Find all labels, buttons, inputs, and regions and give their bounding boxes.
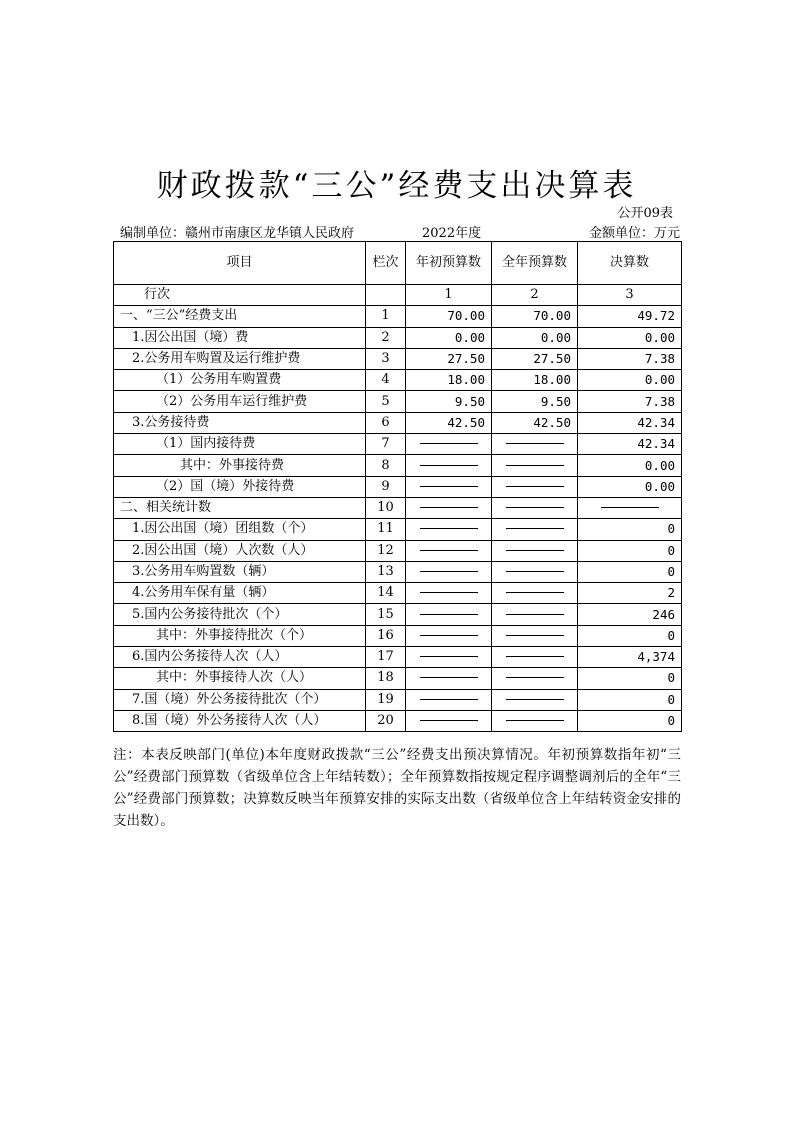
table-row: [114, 710, 682, 731]
row-initial-budget: [406, 561, 492, 582]
table-row: [114, 583, 682, 604]
not-applicable-dash: [506, 571, 564, 572]
row-initial-budget: [406, 540, 492, 561]
footnote: 注：本表反映部门(单位)本年度财政拨款“三公”经费支出预决算情况。年初预算数指年初“三公”经费部门预算数（省级单位含上年结转数）；全年预算数指按规定程序调整调剂后的全年“三公”经费部门预算数；决算数反映当年预算安排的实际支出数（省级单位含上年结转资金安排的支出数）。: [113, 747, 681, 829]
row-initial-budget: [406, 647, 492, 668]
header-initial-budget: 年初预算数: [406, 242, 492, 285]
row-initial-budget: 18.00: [406, 370, 492, 391]
row-item-label: 1.因公出国（境）费: [114, 327, 366, 348]
compiling-unit: 编制单位：赣州市南康区龙华镇人民政府: [120, 226, 355, 241]
table-row: [114, 689, 682, 710]
row-item-label: 6.国内公务接待人次（人）: [114, 647, 366, 668]
row-initial-budget: 42.50: [406, 412, 492, 433]
row-final-account: 0: [578, 519, 682, 540]
table-row: [114, 370, 682, 391]
not-applicable-dash: [420, 507, 478, 508]
row-col-no: 12: [366, 540, 406, 561]
row-col-no: 9: [366, 476, 406, 497]
table-row: [114, 434, 682, 455]
row-item-label: 3.公务接待费: [114, 412, 366, 433]
not-applicable-dash: [506, 443, 564, 444]
expenditure-table: [113, 241, 682, 732]
not-applicable-dash: [506, 677, 564, 678]
row-item-label: 其中：外事接待人次（人）: [114, 668, 366, 689]
row-initial-budget: 0.00: [406, 327, 492, 348]
not-applicable-dash: [420, 528, 478, 529]
row-item-label: 其中：外事接待批次（个）: [114, 625, 366, 646]
table-row: [114, 391, 682, 412]
row-initial-budget: 9.50: [406, 391, 492, 412]
row-final-account: 0.00: [578, 327, 682, 348]
row-full-year-budget: [492, 519, 578, 540]
row-col-no: 20: [366, 710, 406, 731]
not-applicable-dash: [506, 720, 564, 721]
not-applicable-dash: [420, 635, 478, 636]
table-row: [114, 327, 682, 348]
row-item-label: 8.国（境）外公务接待人次（人）: [114, 710, 366, 731]
table-row: [114, 497, 682, 518]
row-final-account: 0.00: [578, 370, 682, 391]
table-row: [114, 455, 682, 476]
row-col-no: 19: [366, 689, 406, 710]
not-applicable-dash: [506, 507, 564, 508]
row-final-account: 246: [578, 604, 682, 625]
row-item-label: 2.因公出国（境）人次数（人）: [114, 540, 366, 561]
row-final-account: [578, 497, 682, 518]
row-final-account: 0: [578, 689, 682, 710]
row-final-account: 0: [578, 561, 682, 582]
row-full-year-budget: 27.50: [492, 348, 578, 369]
row-final-account: 7.38: [578, 348, 682, 369]
row-item-label: 二、相关统计数: [114, 497, 366, 518]
row-item-label: 3.公务用车购置数（辆）: [114, 561, 366, 582]
table-row: [114, 519, 682, 540]
row-initial-budget: [406, 668, 492, 689]
table-row: [114, 348, 682, 369]
not-applicable-dash: [506, 699, 564, 700]
row-item-label: 1.因公出国（境）团组数（个）: [114, 519, 366, 540]
row-final-account: 0: [578, 540, 682, 561]
row-col-no: 3: [366, 348, 406, 369]
row-col-no: 7: [366, 434, 406, 455]
fiscal-year: 2022年度: [422, 226, 482, 241]
row-full-year-budget: [492, 583, 578, 604]
row-col-no: 13: [366, 561, 406, 582]
row-full-year-budget: [492, 455, 578, 476]
table-row: [114, 306, 682, 327]
row-col-no: 6: [366, 412, 406, 433]
row-full-year-budget: 2: [492, 285, 578, 306]
page-title: 财政拨款“三公”经费支出决算表: [156, 168, 637, 204]
not-applicable-dash: [506, 465, 564, 466]
row-item-label: 5.国内公务接待批次（个）: [114, 604, 366, 625]
row-col-no: 16: [366, 625, 406, 646]
row-full-year-budget: [492, 561, 578, 582]
header-full-year-budget: 全年预算数: [492, 242, 578, 285]
row-full-year-budget: [492, 604, 578, 625]
row-col-no: [366, 285, 406, 306]
row-item-label: （2）国（境）外接待费: [114, 476, 366, 497]
row-initial-budget: [406, 455, 492, 476]
row-full-year-budget: 9.50: [492, 391, 578, 412]
row-col-no: 1: [366, 306, 406, 327]
not-applicable-dash: [420, 592, 478, 593]
row-final-account: 49.72: [578, 306, 682, 327]
row-item-label: （1）国内接待费: [114, 434, 366, 455]
row-full-year-budget: [492, 497, 578, 518]
not-applicable-dash: [506, 635, 564, 636]
row-item-label: 一、“三公”经费支出: [114, 306, 366, 327]
row-item-label: 行次: [114, 285, 366, 306]
table-header-row: [114, 242, 682, 285]
row-final-account: 0.00: [578, 476, 682, 497]
row-initial-budget: 27.50: [406, 348, 492, 369]
row-full-year-budget: [492, 647, 578, 668]
row-full-year-budget: [492, 476, 578, 497]
row-initial-budget: 1: [406, 285, 492, 306]
row-final-account: 3: [578, 285, 682, 306]
table-code: 公开09表: [617, 206, 673, 221]
table-row: [114, 625, 682, 646]
not-applicable-dash: [420, 677, 478, 678]
not-applicable-dash: [506, 656, 564, 657]
row-item-label: （1）公务用车购置费: [114, 370, 366, 391]
row-full-year-budget: [492, 625, 578, 646]
row-col-no: 10: [366, 497, 406, 518]
row-final-account: 0: [578, 710, 682, 731]
table-row: [114, 476, 682, 497]
row-initial-budget: [406, 434, 492, 455]
row-col-no: 17: [366, 647, 406, 668]
row-initial-budget: 70.00: [406, 306, 492, 327]
not-applicable-dash: [420, 571, 478, 572]
not-applicable-dash: [506, 592, 564, 593]
row-item-label: 7.国（境）外公务接待批次（个）: [114, 689, 366, 710]
row-full-year-budget: [492, 668, 578, 689]
row-final-account: 7.38: [578, 391, 682, 412]
row-full-year-budget: [492, 434, 578, 455]
row-item-label: 4.公务用车保有量（辆）: [114, 583, 366, 604]
row-final-account: 0: [578, 668, 682, 689]
meta-row: [113, 222, 680, 240]
header-col-no: 栏次: [366, 242, 406, 285]
row-final-account: 0.00: [578, 455, 682, 476]
row-initial-budget: [406, 604, 492, 625]
row-initial-budget: [406, 519, 492, 540]
row-initial-budget: [406, 710, 492, 731]
row-col-no: 15: [366, 604, 406, 625]
not-applicable-dash: [420, 656, 478, 657]
table-row: [114, 668, 682, 689]
not-applicable-dash: [601, 507, 659, 508]
not-applicable-dash: [506, 486, 564, 487]
table-row: [114, 604, 682, 625]
table-row: [114, 412, 682, 433]
row-full-year-budget: [492, 689, 578, 710]
row-full-year-budget: 18.00: [492, 370, 578, 391]
not-applicable-dash: [420, 465, 478, 466]
row-full-year-budget: 42.50: [492, 412, 578, 433]
not-applicable-dash: [420, 614, 478, 615]
row-initial-budget: [406, 625, 492, 646]
row-full-year-budget: [492, 540, 578, 561]
row-col-no: 11: [366, 519, 406, 540]
row-col-no: 14: [366, 583, 406, 604]
row-final-account: 42.34: [578, 412, 682, 433]
not-applicable-dash: [420, 550, 478, 551]
row-item-label: 2.公务用车购置及运行维护费: [114, 348, 366, 369]
table-row: [114, 540, 682, 561]
row-final-account: 2: [578, 583, 682, 604]
not-applicable-dash: [506, 550, 564, 551]
row-initial-budget: [406, 476, 492, 497]
row-final-account: 0: [578, 625, 682, 646]
row-col-no: 18: [366, 668, 406, 689]
row-initial-budget: [406, 497, 492, 518]
row-final-account: 42.34: [578, 434, 682, 455]
not-applicable-dash: [506, 614, 564, 615]
amount-unit: 金额单位：万元: [588, 226, 680, 241]
row-col-no: 8: [366, 455, 406, 476]
row-full-year-budget: [492, 710, 578, 731]
row-full-year-budget: 0.00: [492, 327, 578, 348]
row-initial-budget: [406, 583, 492, 604]
row-col-no: 2: [366, 327, 406, 348]
row-col-no: 4: [366, 370, 406, 391]
not-applicable-dash: [420, 486, 478, 487]
header-final-account: 决算数: [578, 242, 682, 285]
table-row: [114, 647, 682, 668]
table-row: [114, 285, 682, 306]
not-applicable-dash: [420, 443, 478, 444]
row-full-year-budget: 70.00: [492, 306, 578, 327]
row-col-no: 5: [366, 391, 406, 412]
row-item-label: （2）公务用车运行维护费: [114, 391, 366, 412]
not-applicable-dash: [506, 528, 564, 529]
header-item: 项目: [114, 242, 366, 285]
not-applicable-dash: [420, 699, 478, 700]
table-row: [114, 561, 682, 582]
row-initial-budget: [406, 689, 492, 710]
row-final-account: 4,374: [578, 647, 682, 668]
not-applicable-dash: [420, 720, 478, 721]
row-item-label: 其中：外事接待费: [114, 455, 366, 476]
